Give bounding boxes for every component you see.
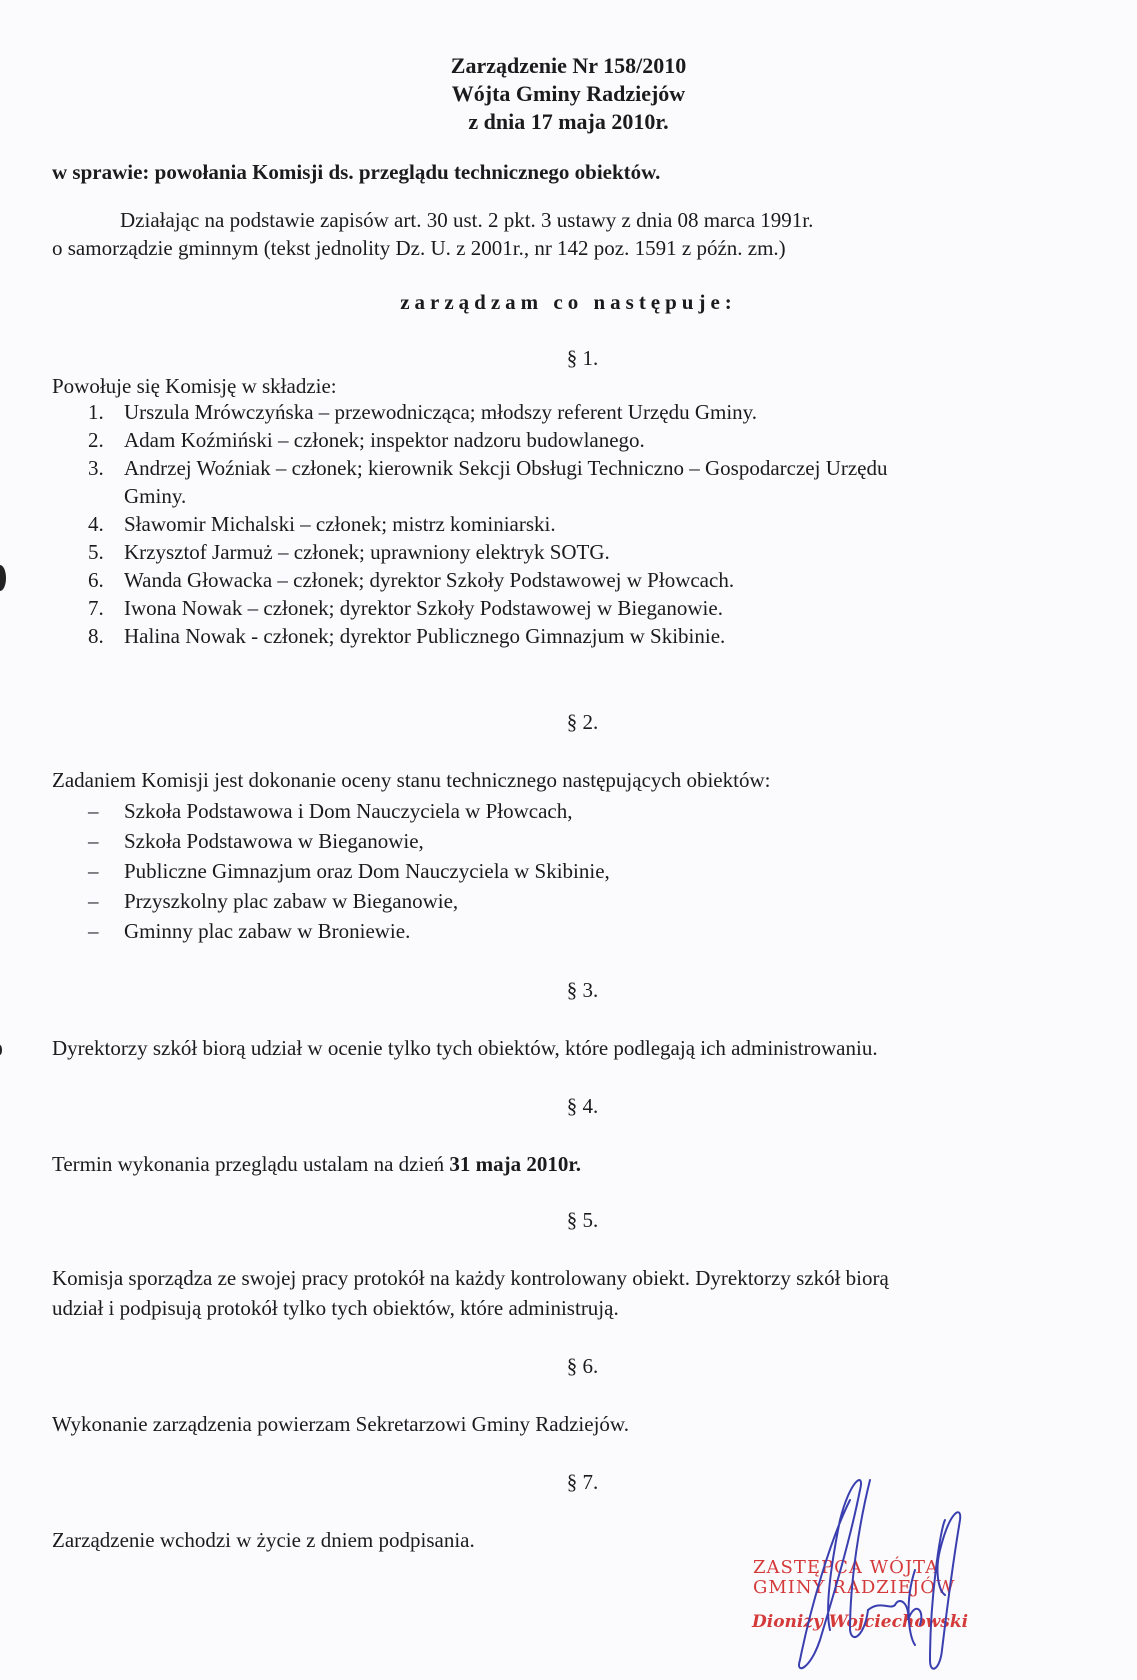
member-number: 1.	[88, 400, 104, 424]
member-text: Urszula Mrówczyńska – przewodnicząca; młodszy referent Urzędu Gminy.	[124, 400, 758, 424]
member-number: 6.	[88, 568, 104, 592]
member-item	[88, 566, 888, 594]
object-item	[88, 826, 610, 856]
objects-list	[88, 796, 610, 946]
section-4-text	[52, 1150, 581, 1178]
preamble-line-2: o samorządzie gminnym (tekst jednolity Dz. U. z 2001r., nr 142 poz. 1591 z późn. zm.)	[52, 236, 786, 260]
member-text: Iwona Nowak – członek; dyrektor Szkoły Podstawowej w Bieganowie.	[124, 596, 723, 620]
section-1-intro: Powołuje się Komisję w składzie:	[52, 374, 337, 398]
object-text: Gminny plac zabaw w Broniewie.	[124, 919, 411, 943]
member-text: Gminy.	[124, 484, 187, 508]
object-item	[88, 796, 610, 826]
member-item-continuation	[88, 482, 888, 510]
object-item	[88, 886, 610, 916]
object-text: Szkoła Podstawowa i Dom Nauczyciela w Płowcach,	[124, 799, 573, 823]
section-5-line-1: Komisja sporządza ze swojej pracy protokół na każdy kontrolowany obiekt. Dyrektorzy szkół biorą	[52, 1266, 889, 1290]
section-2-heading: § 2.	[566, 710, 599, 734]
member-item	[88, 510, 888, 538]
dash-bullet: –	[88, 829, 99, 853]
document-subject: w sprawie: powołania Komisji ds. przeglądu technicznego obiektów.	[52, 160, 661, 184]
section-3-heading: § 3.	[566, 978, 599, 1002]
section-6-heading: § 6.	[566, 1354, 599, 1378]
member-number: 4.	[88, 512, 104, 536]
section-5-heading: § 5.	[566, 1208, 599, 1232]
stamp-signatory-name: Dionizy Wojciechowski	[752, 1612, 969, 1632]
section-5-line-2: udział i podpisują protokół tylko tych obiektów, które administrują.	[52, 1296, 619, 1320]
dash-bullet: –	[88, 799, 99, 823]
member-item	[88, 538, 888, 566]
section-7-heading: § 7.	[566, 1470, 599, 1494]
member-item	[88, 426, 888, 454]
scan-edge-mark	[0, 1045, 2, 1055]
decree-heading: zarządzam co następuje:	[400, 290, 737, 314]
member-text: Wanda Głowacka – członek; dyrektor Szkoły Podstawowej w Płowcach.	[124, 568, 735, 592]
object-text: Przyszkolny plac zabaw w Bieganowie,	[124, 889, 459, 913]
member-text: Adam Koźmiński – członek; inspektor nadzoru budowlanego.	[124, 428, 645, 452]
deadline-label: Termin wykonania przeglądu ustalam na dzień	[52, 1152, 450, 1176]
section-1-heading: § 1.	[566, 346, 599, 370]
member-text: Krzysztof Jarmuż – członek; uprawniony elektryk SOTG.	[124, 540, 610, 564]
member-text: Sławomir Michalski – członek; mistrz kominiarski.	[124, 512, 556, 536]
section-7-text: Zarządzenie wchodzi w życie z dniem podpisania.	[52, 1528, 475, 1552]
member-number: 8.	[88, 624, 104, 648]
member-item	[88, 398, 888, 426]
members-list	[88, 398, 888, 650]
dash-bullet: –	[88, 889, 99, 913]
stamp-line-1: ZASTĘPCA WÓJTA	[753, 1557, 940, 1578]
document-date: z dnia 17 maja 2010r.	[468, 109, 669, 134]
scan-hole-mark	[0, 565, 6, 591]
dash-bullet: –	[88, 859, 99, 883]
document-issuer: Wójta Gminy Radziejów	[451, 81, 686, 106]
handwritten-signature	[790, 1460, 990, 1680]
object-item	[88, 916, 610, 946]
object-text: Szkoła Podstawowa w Bieganowie,	[124, 829, 424, 853]
member-item	[88, 622, 888, 650]
deadline-date: 31 maja 2010r.	[449, 1152, 582, 1176]
member-number: 5.	[88, 540, 104, 564]
section-2-intro: Zadaniem Komisji jest dokonanie oceny stanu technicznego następujących obiektów:	[52, 768, 771, 792]
stamp-line-2: GMINY RADZIEJÓW	[753, 1577, 956, 1598]
member-number: 3.	[88, 456, 104, 480]
object-text: Publiczne Gimnazjum oraz Dom Nauczyciela w Skibinie,	[124, 859, 610, 883]
member-number: 7.	[88, 596, 104, 620]
member-item	[88, 594, 888, 622]
object-item	[88, 856, 610, 886]
member-text: Andrzej Woźniak – członek; kierownik Sekcji Obsługi Techniczno – Gospodarczej Urzędu	[124, 456, 888, 480]
preamble-line-1: Działając na podstawie zapisów art. 30 ust. 2 pkt. 3 ustawy z dnia 08 marca 1991r.	[120, 208, 814, 232]
section-4-heading: § 4.	[566, 1094, 599, 1118]
member-item	[88, 454, 888, 482]
section-3-text: Dyrektorzy szkół biorą udział w ocenie tylko tych obiektów, które podlegają ich administrowaniu.	[52, 1036, 878, 1060]
member-text: Halina Nowak - członek; dyrektor Publicznego Gimnazjum w Skibinie.	[124, 624, 726, 648]
member-number: 2.	[88, 428, 104, 452]
section-6-text: Wykonanie zarządzenia powierzam Sekretarzowi Gminy Radziejów.	[52, 1412, 629, 1436]
document-title: Zarządzenie Nr 158/2010	[450, 53, 687, 78]
dash-bullet: –	[88, 919, 99, 943]
